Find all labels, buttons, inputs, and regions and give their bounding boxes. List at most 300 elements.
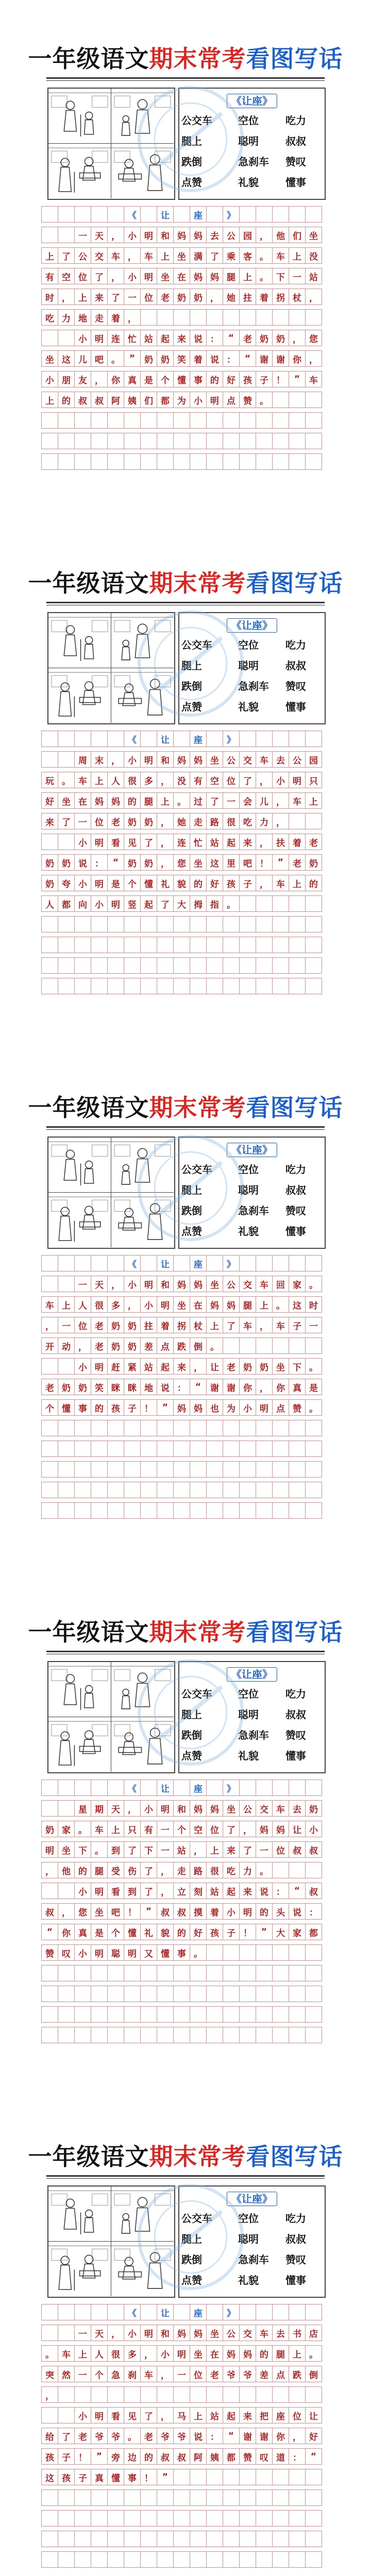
grid-cell [223,1986,240,2002]
grid-cell: 交 [91,248,108,264]
grid-cell [223,2027,240,2043]
grid-cell [207,1462,223,1478]
grid-cell: 妈 [174,227,190,243]
grid-cell [256,433,273,449]
grid-cell: 吃 [240,814,256,829]
grid-cell: 懂 [58,1400,75,1416]
grid-cell [207,2490,223,2506]
grid-cell: 到 [124,1883,141,1899]
grid-cell: 小 [124,268,141,284]
grid-cell: 小 [124,752,141,768]
grid-cell [58,917,75,933]
grid-cell [256,917,273,933]
grid-cell: 坐 [190,855,207,871]
grid-cell [306,978,322,994]
grid-row-gap [42,449,322,454]
grid-cell: 座 [190,1780,207,1796]
grid-cell: 。 [256,1862,273,1878]
grid-cell: 起 [223,2408,240,2424]
grid-cell: 起 [223,1883,240,1899]
grid-cell: ， [58,289,75,305]
title-part: 期末常考 [149,45,246,73]
grid-cell: 座 [190,1256,207,1272]
grid-cell: 朋 [58,371,75,387]
grid-cell: 的 [256,1904,273,1920]
grid-cell: 为 [174,392,190,408]
grid-cell: ： [223,351,240,367]
title-rule-thin [46,2178,325,2179]
topic-label [179,93,325,108]
grid-cell: 奶 [141,855,157,871]
grid-cell [91,2531,108,2547]
grid-cell: 是 [91,1924,108,1940]
grid-cell: 笑 [174,351,190,367]
grid-row-gap [42,2403,322,2408]
grid-cell: 一 [75,2325,91,2341]
grid-cell [207,2531,223,2547]
grid-cell: 你 [108,371,124,387]
word-bank-word: 公交车 [181,114,212,127]
grid-cell [42,2408,58,2424]
grid-cell: 老 [91,1338,108,1354]
grid-cell: 小 [240,1400,256,1416]
grid-cell [256,958,273,974]
grid-cell [256,454,273,470]
grid-cell: 一 [256,1842,273,1858]
grid-cell: 老 [306,834,322,850]
grid-cell: 小 [273,772,289,788]
grid-cell: 小 [223,1904,240,1920]
word-bank-word: 空位 [238,1688,259,1700]
grid-cell: 拄 [240,289,256,305]
word-bank-word: 聪明 [238,135,259,147]
grid-cell [157,978,174,994]
grid-row-gap [42,891,322,896]
grid-cell: 。 [42,2346,58,2362]
grid-cell: 吧 [108,1904,124,1920]
grid-cell [58,1965,75,1981]
grid-cell: 差 [256,2366,273,2382]
grid-cell [306,1256,322,1272]
grid-cell: 个 [174,1821,190,1837]
grid-cell [58,1420,75,1436]
grid-cell [256,731,273,747]
grid-cell: 小 [124,2325,141,2341]
grid-cell: 们 [289,227,306,243]
grid-cell [273,978,289,994]
grid-cell [289,2304,306,2320]
grid-cell [306,1462,322,1478]
grid-cell: 没 [174,772,190,788]
grid-cell: 明 [91,1945,108,1961]
grid-row [42,1276,322,1292]
title-part: 一年级语文 [28,1618,149,1646]
grid-cell [306,2027,322,2043]
grid-cell: 懂 [124,1924,141,1940]
grid-cell [223,1945,240,1961]
grid-cell [157,1420,174,1436]
grid-row-gap [42,1899,322,1904]
grid-cell [306,310,322,326]
grid-cell [157,454,174,470]
grid-cell: 了 [240,772,256,788]
grid-cell: 来 [240,2408,256,2424]
grid-cell: 坐 [174,1297,190,1313]
grid-cell: 大 [273,1924,289,1940]
grid-cell [240,978,256,994]
grid-cell: 天 [91,1276,108,1292]
grid-cell [174,207,190,223]
grid-cell [108,2531,124,2547]
grid-cell [289,1986,306,2002]
grid-cell: 个 [42,1400,58,1416]
title-part: 看图写话 [246,45,343,73]
grid-cell: 奶 [42,875,58,891]
grid-cell: 位 [289,2408,306,2424]
grid-cell: 》 [223,1256,240,1272]
grid-cell: ， [256,875,273,891]
grid-cell: 事 [75,1400,91,1416]
grid-cell [256,2490,273,2506]
grid-cell: 下 [289,1359,306,1375]
grid-cell: 明 [141,752,157,768]
grid-cell: 让 [157,1256,174,1272]
picture-cell [111,2242,174,2296]
grid-cell [174,433,190,449]
grid-cell: 。 [174,793,190,809]
grid-cell [75,1780,91,1796]
grid-cell: 真 [75,1924,91,1940]
grid-cell: 开 [42,1338,58,1354]
grid-row [42,1945,322,1961]
title-part: 一年级语文 [28,2143,149,2171]
grid-cell [273,392,289,408]
grid-cell [124,2552,141,2568]
grid-cell: ， [157,834,174,850]
picture-cell [111,89,174,144]
grid-cell: 位 [75,1317,91,1333]
grid-cell [58,2007,75,2023]
grid-cell: 姨 [207,2449,223,2465]
grid-cell: 明 [157,1801,174,1817]
grid-cell [75,978,91,994]
grid-cell: 个 [157,371,174,387]
grid-cell: 妈 [256,1821,273,1837]
grid-cell: 妈 [190,1801,207,1817]
grid-cell [240,1965,256,1981]
grid-cell: 让 [306,2408,322,2424]
grid-cell: “ [240,351,256,367]
grid-cell: 了 [207,248,223,264]
grid-cell [124,2007,141,2023]
grid-cell: ， [108,227,124,243]
grid-cell: 奶 [157,351,174,367]
grid-cell: 位 [273,1842,289,1858]
grid-cell [58,2531,75,2547]
grid-cell [157,958,174,974]
grid-cell: 妈 [273,1821,289,1837]
grid-cell: 叔 [42,1904,58,1920]
grid-row [42,248,322,264]
grid-cell [108,1462,124,1478]
grid-cell: 《 [124,1256,141,1272]
title-part: 一年级语文 [28,1094,149,1122]
grid-row-gap [42,953,322,958]
grid-cell [91,1965,108,1981]
worksheet-page [0,0,371,524]
picture-cell [111,1138,174,1193]
grid-cell: 奶 [108,1338,124,1354]
grid-cell: 《 [124,731,141,747]
grid-cell [174,1482,190,1498]
grid-row [42,1904,322,1920]
grid-cell [141,2007,157,2023]
grid-cell: 点 [273,1400,289,1416]
grid-cell: 这 [58,351,75,367]
grid-cell: 奶 [124,855,141,871]
grid-cell: 明 [91,1359,108,1375]
picture-cell [48,1138,111,1193]
grid-cell [141,1441,157,1457]
grid-cell: 急 [108,2366,124,2382]
grid-cell: 明 [289,772,306,788]
grid-cell [223,413,240,429]
grid-cell: 起 [157,1359,174,1375]
grid-cell [91,413,108,429]
grid-row-gap [42,829,322,834]
grid-cell: 有 [42,268,58,284]
grid-cell: 奶 [124,814,141,829]
grid-cell [289,454,306,470]
grid-cell [174,2007,190,2023]
grid-cell: 路 [207,814,223,829]
grid-cell [240,207,256,223]
grid-cell: 真 [91,2469,108,2485]
grid-cell: 杖 [190,1317,207,1333]
grid-cell: 事 [190,371,207,387]
grid-cell: 叔 [306,1842,322,1858]
grid-cell: 小 [157,2346,174,2362]
grid-cell: 叔 [174,1904,190,1920]
grid-cell: ， [256,227,273,243]
word-bank-word: 懂事 [285,1225,306,1238]
grid-cell [42,2490,58,2506]
grid-cell: 竖 [124,896,141,912]
grid-cell: 车 [273,875,289,891]
grid-cell [240,2531,256,2547]
grid-cell: 一 [289,268,306,284]
picture-cell [111,1662,174,1717]
grid-cell: 小 [141,1297,157,1313]
grid-row-gap [42,1313,322,1317]
grid-cell: 上 [75,289,91,305]
grid-cell [42,454,58,470]
grid-cell [157,1965,174,1981]
word-bank [178,612,326,724]
grid-cell: 腿 [223,268,240,284]
grid-cell: 刻 [190,1883,207,1899]
grid-cell: 着 [157,1317,174,1333]
grid-cell: 好 [306,2428,322,2444]
word-bank-word: 腿上 [181,2233,202,2245]
grid-cell [58,454,75,470]
grid-cell [207,958,223,974]
grid-cell: 让 [157,731,174,747]
word-bank-word: 礼貌 [238,701,259,713]
grid-cell: 客 [240,248,256,264]
grid-cell: 小 [42,371,58,387]
grid-row-gap [42,2527,322,2531]
grid-cell: 人 [75,1297,91,1313]
word-bank-word: 叔叔 [285,659,306,672]
writing-grid [41,1255,330,1519]
grid-row [42,731,322,747]
grid-cell [223,1338,240,1354]
grid-row [42,1462,322,1478]
grid-cell [207,2304,223,2320]
grid-cell [289,958,306,974]
grid-row [42,1821,322,1837]
grid-cell: 奶 [42,855,58,871]
grid-cell [174,310,190,326]
grid-cell [91,917,108,933]
grid-cell: 多 [108,1297,124,1313]
grid-cell: 懂 [157,1945,174,1961]
grid-cell [75,2007,91,2023]
grid-row-gap [42,2002,322,2007]
grid-cell [58,2511,75,2527]
grid-cell [58,834,75,850]
grid-cell: ， [108,2325,124,2341]
grid-cell [256,2007,273,2023]
grid-cell: 突 [42,2366,58,2382]
grid-cell: 妈 [190,1276,207,1292]
grid-cell [42,413,58,429]
grid-cell: 老 [207,2366,223,2382]
grid-row [42,2449,322,2465]
grid-cell: 站 [141,1359,157,1375]
grid-cell [174,2469,190,2485]
grid-row-gap [42,1878,322,1883]
grid-cell [58,433,75,449]
grid-cell: 为 [223,1400,240,1416]
grid-cell [42,2552,58,2568]
grid-row-gap [42,2547,322,2552]
grid-cell: ！ [141,2469,157,2485]
grid-cell [157,937,174,953]
grid-cell: ” [157,1400,174,1416]
grid-cell: 着 [207,1904,223,1920]
grid-row [42,1400,322,1416]
grid-row-gap [42,2485,322,2490]
grid-cell: 奶 [58,1379,75,1395]
grid-cell [42,2007,58,2023]
grid-cell: 赞 [240,2449,256,2465]
grid-cell: 玩 [42,772,58,788]
grid-cell [306,958,322,974]
grid-row-gap [42,1436,322,1441]
grid-cell: 坐 [157,268,174,284]
grid-cell: 妈 [174,752,190,768]
grid-cell: 明 [91,330,108,346]
grid-cell [174,1441,190,1457]
grid-cell: 了 [207,793,223,809]
grid-cell: ， [289,2428,306,2444]
grid-cell [223,2552,240,2568]
grid-cell: 坐 [190,2346,207,2362]
word-bank-word: 赞叹 [285,1205,306,1217]
grid-cell: 明 [124,1945,141,1961]
grid-cell [190,978,207,994]
grid-cell [108,1503,124,1519]
grid-cell: 连 [174,834,190,850]
grid-cell: 明 [207,392,223,408]
grid-cell [306,2304,322,2320]
grid-cell [141,2531,157,2547]
grid-row [42,1420,322,1436]
grid-cell [273,937,289,953]
grid-cell [108,978,124,994]
title-part: 期末常考 [149,569,246,597]
grid-cell: ， [108,268,124,284]
word-bank-word: 腿上 [181,1708,202,1721]
grid-cell [207,917,223,933]
title-part: 期末常考 [149,1094,246,1122]
grid-cell: 孩 [240,371,256,387]
grid-cell: 起 [223,834,240,850]
grid-cell: 着 [190,351,207,367]
grid-cell [108,2027,124,2043]
picture-cell [111,668,174,723]
grid-cell: 谢 [273,351,289,367]
grid-cell [240,413,256,429]
grid-cell: 小 [75,2408,91,2424]
grid-cell [207,1482,223,1498]
grid-cell [256,2027,273,2043]
grid-cell [273,2387,289,2403]
grid-cell: 摸 [190,1904,207,1920]
grid-cell: ， [157,855,174,871]
grid-cell: 力 [256,814,273,829]
grid-cell: 聪 [108,1945,124,1961]
grid-cell: 在 [75,793,91,809]
grid-cell: “ [190,1379,207,1395]
grid-cell [174,2531,190,2547]
grid-cell [190,2027,207,2043]
grid-cell [58,2552,75,2568]
grid-cell [141,1503,157,1519]
grid-cell [190,1986,207,2002]
grid-cell: 叔 [75,392,91,408]
grid-cell [58,752,75,768]
grid-cell [256,937,273,953]
grid-cell [75,2490,91,2506]
grid-cell: 车 [256,1276,273,1292]
grid-cell: 妈 [240,2346,256,2362]
topic-text: 《让座》 [227,618,277,633]
grid-cell [108,1965,124,1981]
grid-cell: 在 [207,2346,223,2362]
grid-row [42,392,322,408]
essay-text [41,994,42,995]
grid-cell: 车 [240,1317,256,1333]
grid-cell: 子 [75,2469,91,2485]
grid-cell: ： [306,1904,322,1920]
grid-cell [190,2511,207,2527]
grid-cell: 也 [207,1400,223,1416]
grid-cell: 一 [75,227,91,243]
grid-cell [157,917,174,933]
